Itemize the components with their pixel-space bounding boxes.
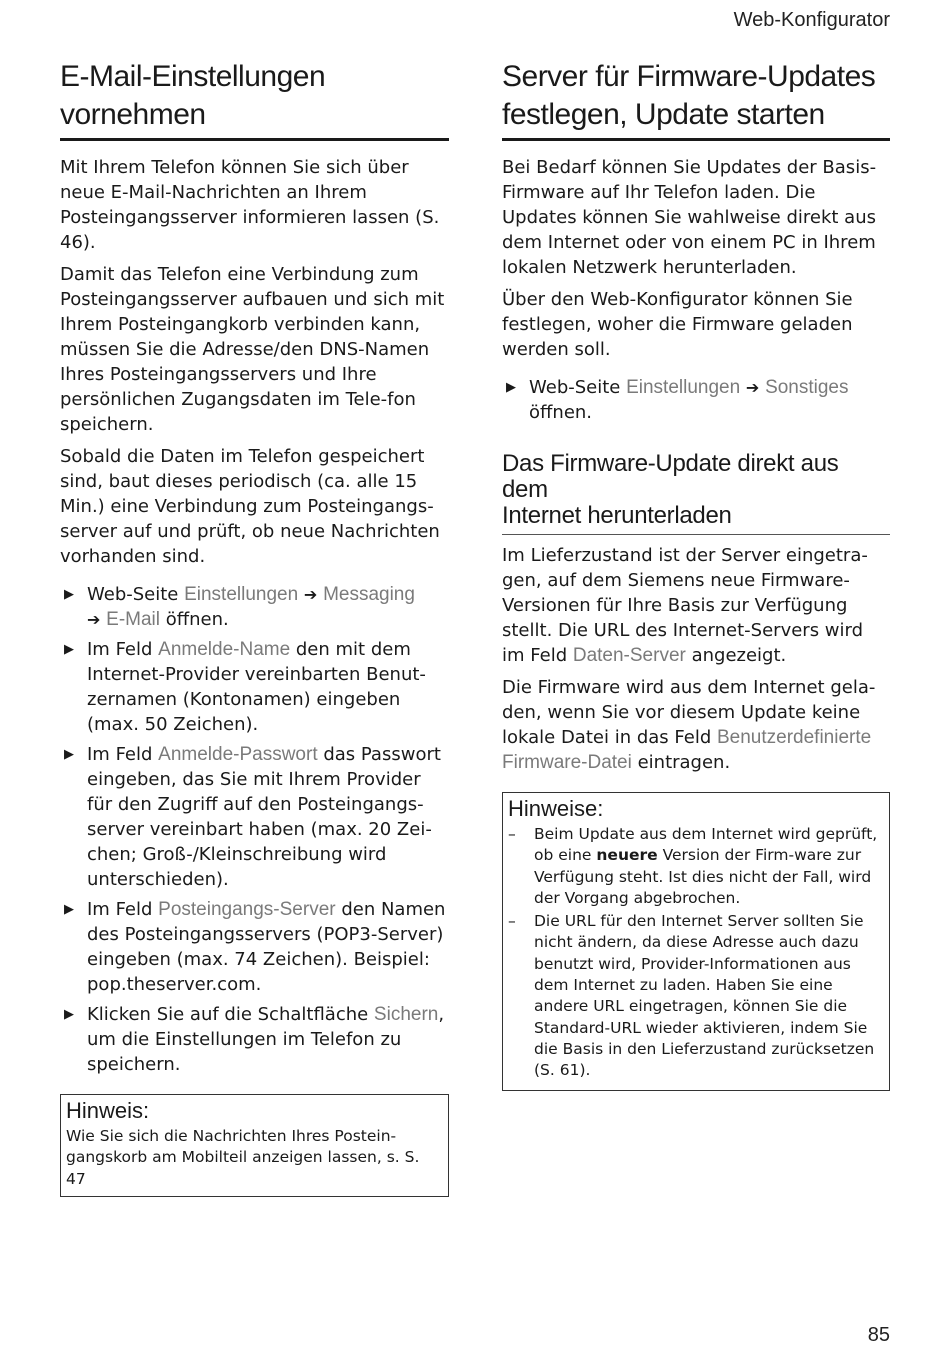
notes-title: Hinweise: (508, 796, 604, 821)
email-note-box (60, 1094, 449, 1197)
note-text: Wie Sie sich die Nachrichten Ihres Postein-gangskorb am Mobilteil anzeigen lassen, s. S. 47 (66, 1127, 420, 1188)
step-open-sonstiges: ▶ Web-Seite Einstellungen ➔ Sonstiges öffnen. (506, 377, 849, 423)
menu-messaging: Messaging (323, 584, 415, 605)
step-click-save: ▶ Klicken Sie auf die Schaltfläche Sichern, um die Einstellungen im Telefon zu speichern. (64, 1004, 445, 1075)
notes-list (508, 824, 884, 1082)
section-title-email: E-Mail-Einstellungen vornehmen (60, 58, 449, 141)
bullet-icon: ▶ (64, 902, 74, 917)
bullet-icon: ▶ (64, 642, 74, 657)
step-enter-server: ▶ Im Feld Posteingangs-Server den Namen des Posteingangsservers (POP3-Server) eingeben (max. 74 Zeichen). Beispiel: pop.theserver.com. (64, 899, 446, 995)
bullet-icon: ▶ (506, 380, 516, 395)
internet-download-paragraph: Die Firmware wird aus dem Internet gela-den, wenn Sie vor diesem Update keine lokale Datei in das Feld Benutzerdefinierte Firmware-Datei eintragen. (502, 677, 876, 773)
field-posteingangs-server: Posteingangs-Server (158, 899, 336, 920)
firmware-intro-paragraph: Bei Bedarf können Sie Updates der Basis-Firmware auf Ihr Telefon laden. Die Updates können Sie wahlweise direkt aus dem Internet oder von einem PC in Ihrem lokalen Netzwerk herunterladen. (502, 157, 877, 278)
page-number: 85 (867, 1324, 890, 1346)
email-polling-paragraph: Sobald die Daten im Telefon gespeichert sind, baut dieses periodisch (ca. alle 15 Min.) eine Verbindung zum Posteingangs-server auf und prüft, ob neue Nachrichten vorhanden sind. (60, 446, 440, 567)
bullet-icon: ▶ (64, 587, 74, 602)
email-intro-paragraph: Mit Ihrem Telefon können Sie sich über neue E-Mail-Nachrichten an Ihrem Posteingangsserver informieren lassen (S. 46). (60, 157, 440, 253)
arrow-right-icon: ➔ (303, 585, 318, 604)
running-header: Web-Konfigurator (733, 9, 890, 31)
default-server-paragraph: Im Lieferzustand ist der Server eingetra-gen, auf dem Siemens neue Firmware-Versionen für Ihre Basis zur Verfügung stellt. Die URL des Internet-Servers wird im Feld Daten-Server angezeigt. (502, 545, 868, 666)
menu-einstellungen: Einstellungen (626, 377, 741, 398)
bullet-icon: ▶ (64, 1007, 74, 1022)
step-enter-password: ▶ Im Feld Anmelde-Passwort das Passwort eingeben, das Sie mit Ihrem Provider für den Zugriff auf den Posteingangs-server vereinbart haben (max. 20 Zei-chen; Groß-/Kleinschreibung wird unterschieden). (64, 744, 441, 890)
arrow-right-icon: ➔ (87, 610, 101, 629)
step-open-email-page: ▶ Web-Seite Einstellungen ➔ Messaging ➔ E-Mail öffnen. (64, 584, 415, 630)
field-benutzerdefinierte-firmware-datei: Benutzerdefinierte Firmware-Datei (502, 727, 872, 773)
step-enter-login-name: ▶ Im Feld Anmelde-Name den mit dem Internet-Provider vereinbarten Benut-zernamen (Kontonamen) eingeben (max. 50 Zeichen). (64, 639, 426, 735)
note-item-url-warning: – Die URL für den Internet Server sollten Sie nicht ändern, da diese Adresse auch dazu benutzt wird, Provider-Informationen aus dem Internet zu laden. Haben Sie eine andere URL eingetragen, können Sie die Standard-URL wieder aktivieren, indem Sie die Basis in den Lieferzustand zurücksetzen (S. 61). (508, 912, 875, 1080)
right-column (502, 58, 890, 1091)
button-sichern: Sichern (373, 1004, 439, 1025)
firmware-steps-list (502, 375, 890, 425)
firmware-source-paragraph: Über den Web-Konfigurator können Sie festlegen, woher die Firmware geladen werden soll. (502, 289, 853, 360)
field-anmelde-passwort: Anmelde-Passwort (158, 744, 318, 765)
email-steps-list (60, 582, 449, 1077)
field-anmelde-name: Anmelde-Name (158, 639, 291, 660)
section-title-firmware: Server für Firmware-Updates festlegen, Update starten (502, 58, 890, 141)
note-title: Hinweis: (66, 1098, 150, 1123)
bullet-icon: ▶ (64, 747, 74, 762)
note-item-newer-version: – Beim Update aus dem Internet wird geprüft, ob eine neuere Version der Firm-ware zur Verfügung steht. Ist dies nicht der Fall, wird der Vorgang abgebrochen. (508, 825, 878, 907)
arrow-right-icon: ➔ (745, 378, 760, 397)
left-column (60, 58, 449, 1197)
field-daten-server: Daten-Server (572, 645, 686, 666)
menu-email: E-Mail (106, 609, 160, 630)
firmware-notes-box (502, 792, 890, 1091)
email-connection-paragraph: Damit das Telefon eine Verbindung zum Posteingangsserver aufbauen und sich mit Ihrem Posteingangkorb verbinden kann, müssen Sie die Adresse/den DNS-Namen Ihres Posteingangsservers und Ihre persönlichen Zugangsdaten im Tele-fon speichern. (60, 264, 445, 435)
subsection-title-internet-update: Das Firmware-Update direkt aus dem Internet herunterladen (502, 451, 890, 535)
menu-sonstiges: Sonstiges (765, 377, 849, 398)
menu-einstellungen: Einstellungen (184, 584, 299, 605)
